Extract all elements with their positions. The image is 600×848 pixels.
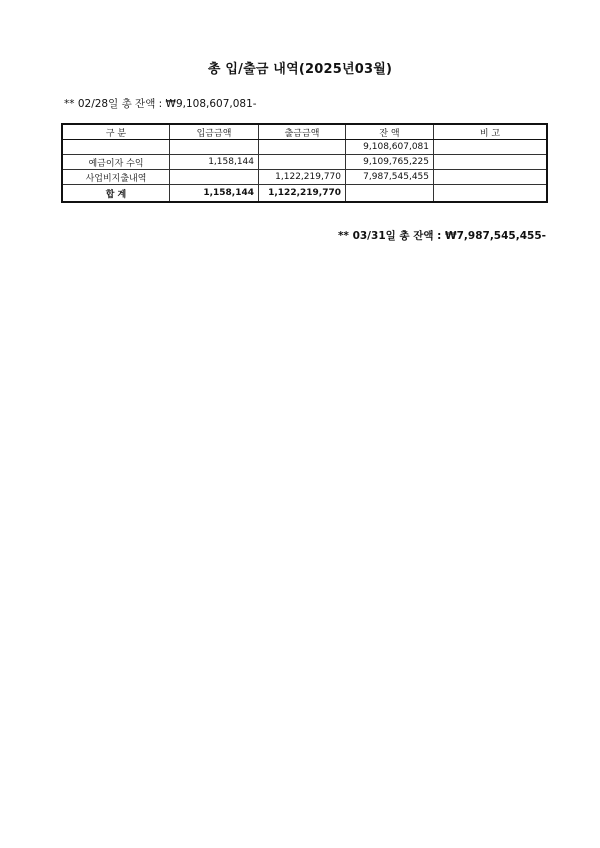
header-withdrawal: 출금금액 xyxy=(259,124,346,140)
total-withdrawal: 1,122,219,770 xyxy=(259,185,346,203)
header-row xyxy=(62,124,547,140)
row-remarks xyxy=(434,155,548,170)
row-remarks xyxy=(434,140,548,155)
table-row xyxy=(62,140,547,155)
total-remarks xyxy=(434,185,548,203)
opening-balance: ** 02/28일 총 잔액 : ₩9,108,607,081- xyxy=(64,98,257,110)
total-label: 합 계 xyxy=(62,185,170,203)
total-row xyxy=(62,185,547,203)
page-title: 총 입/출금 내역(2025년03월) xyxy=(207,62,393,77)
closing-balance: ** 03/31일 총 잔액 : ₩7,987,545,455- xyxy=(337,230,546,242)
row-remarks xyxy=(434,170,548,185)
row-withdrawal: 1,122,219,770 xyxy=(259,170,346,185)
header-category: 구 분 xyxy=(62,124,170,140)
row-deposit xyxy=(170,170,259,185)
row-withdrawal xyxy=(259,155,346,170)
ledger-table xyxy=(61,123,548,203)
row-category xyxy=(62,140,170,155)
row-category: 사업비지출내역 xyxy=(62,170,170,185)
row-balance: 9,109,765,225 xyxy=(346,155,434,170)
table-row xyxy=(62,155,547,170)
row-balance: 7,987,545,455 xyxy=(346,170,434,185)
row-category: 예금이자 수익 xyxy=(62,155,170,170)
row-deposit xyxy=(170,140,259,155)
row-deposit: 1,158,144 xyxy=(170,155,259,170)
header-balance: 잔 액 xyxy=(346,124,434,140)
total-balance xyxy=(346,185,434,203)
table-row xyxy=(62,170,547,185)
header-remarks: 비 고 xyxy=(434,124,548,140)
header-deposit: 입금금액 xyxy=(170,124,259,140)
row-withdrawal xyxy=(259,140,346,155)
row-balance: 9,108,607,081 xyxy=(346,140,434,155)
total-deposit: 1,158,144 xyxy=(170,185,259,203)
